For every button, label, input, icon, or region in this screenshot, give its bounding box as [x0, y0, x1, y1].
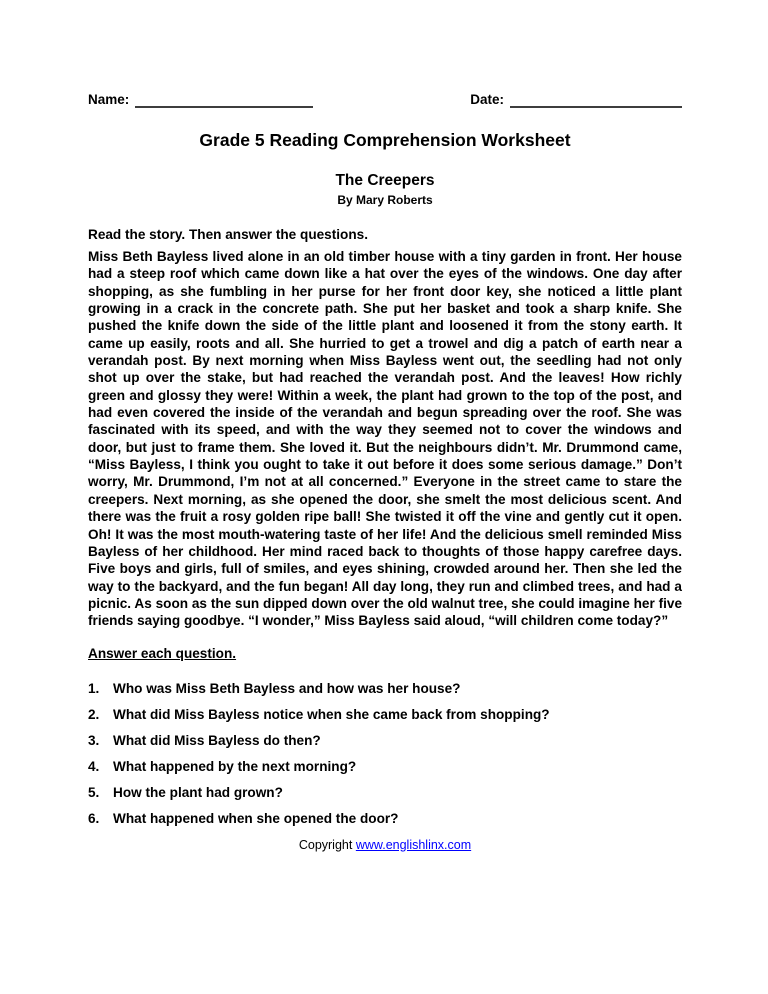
question-item-2	[88, 708, 682, 722]
name-blank-line	[135, 93, 313, 108]
story-instructions: Read the story. Then answer the questions.	[88, 227, 368, 242]
question-number: 5.	[88, 784, 100, 800]
question-text: What happened by the next morning?	[113, 758, 357, 774]
question-item-3	[88, 734, 682, 748]
question-number: 1.	[88, 680, 100, 696]
footer-copyright	[88, 838, 682, 853]
name-date-row	[88, 92, 682, 108]
name-field	[88, 92, 313, 108]
date-blank-line	[510, 93, 682, 108]
question-item-6	[88, 812, 682, 826]
question-text: How the plant had grown?	[113, 784, 283, 800]
story-byline: By Mary Roberts	[337, 193, 433, 207]
question-number: 6.	[88, 810, 100, 826]
worksheet-title: Grade 5 Reading Comprehension Worksheet	[199, 130, 571, 150]
question-list	[88, 682, 682, 826]
answer-heading-wrap	[88, 630, 682, 663]
englishlinx-link[interactable]: www.englishlinx.com	[355, 837, 472, 852]
question-number: 2.	[88, 706, 100, 722]
question-text: Who was Miss Beth Bayless and how was her house?	[113, 680, 461, 696]
question-number: 4.	[88, 758, 100, 774]
question-item-5	[88, 786, 682, 800]
story-body: Miss Beth Bayless lived alone in an old timber house with a tiny garden in front. Her house had a steep roof which came down like a hat over the eyes of the windows. One day after shopping, as she fumbling in her purse for her front door key, she noticed a little plant growing in a crack in the concrete path. She put her basket and took a sharp knife. She pushed the knife down the side of the little plant and loosened it from the stony earth. It came up easily, roots and all. She hurried to get a trowel and dig a patch of earth near a verandah post. By next morning when Miss Bayless went out, the seedling had not only shot up over the stake, but had reached the verandah post. And the leaves! How richly green and glossy they were! Within a week, the plant had grown to the top of the post, and had even covered the inside of the verandah and begun spreading over the roof. She was fascinated with its speed, and with the way they seemed not to cover the windows and door, but just to frame them. She loved it. But the neighbours didn’t. Mr. Drummond came, “Miss Bayless, I think you ought to take it out before it does some serious damage.” Don’t worry, Mr. Drummond, I’m not at all concerned.” Everyone in the street came to stare the creepers. Next morning, as she opened the door, she smelt the most delicious scent. And there was the fruit a rosy golden ripe ball! She twisted it off the vine and gently cut it open. Oh! It was the most mouth-watering taste of her life! And the delicious smell reminded Miss Bayless of her childhood. Her mind raced back to thoughts of those happy carefree days. Five boys and girls, full of smiles, and eyes shining, crowded around her. Then she led the way to the backyard, and the fun began! All day long, they run and climbed trees, and had a picnic. As soon as the sun dipped down over the old walnut tree, she could imagine her five friends saying goodbye. “I wonder,” Miss Bayless said aloud, “will children come today?”	[88, 249, 682, 629]
date-field	[470, 92, 682, 108]
name-label: Name:	[88, 92, 130, 107]
question-item-4	[88, 760, 682, 774]
answer-section-heading: Answer each question.	[88, 645, 237, 661]
copyright-label: Copyright	[298, 837, 353, 852]
date-label: Date:	[470, 92, 504, 107]
question-text: What happened when she opened the door?	[113, 810, 399, 826]
question-text: What did Miss Bayless notice when she came back from shopping?	[113, 706, 550, 722]
question-text: What did Miss Bayless do then?	[113, 732, 321, 748]
question-item-1	[88, 682, 682, 696]
question-number: 3.	[88, 732, 100, 748]
story-title: The Creepers	[335, 172, 435, 189]
